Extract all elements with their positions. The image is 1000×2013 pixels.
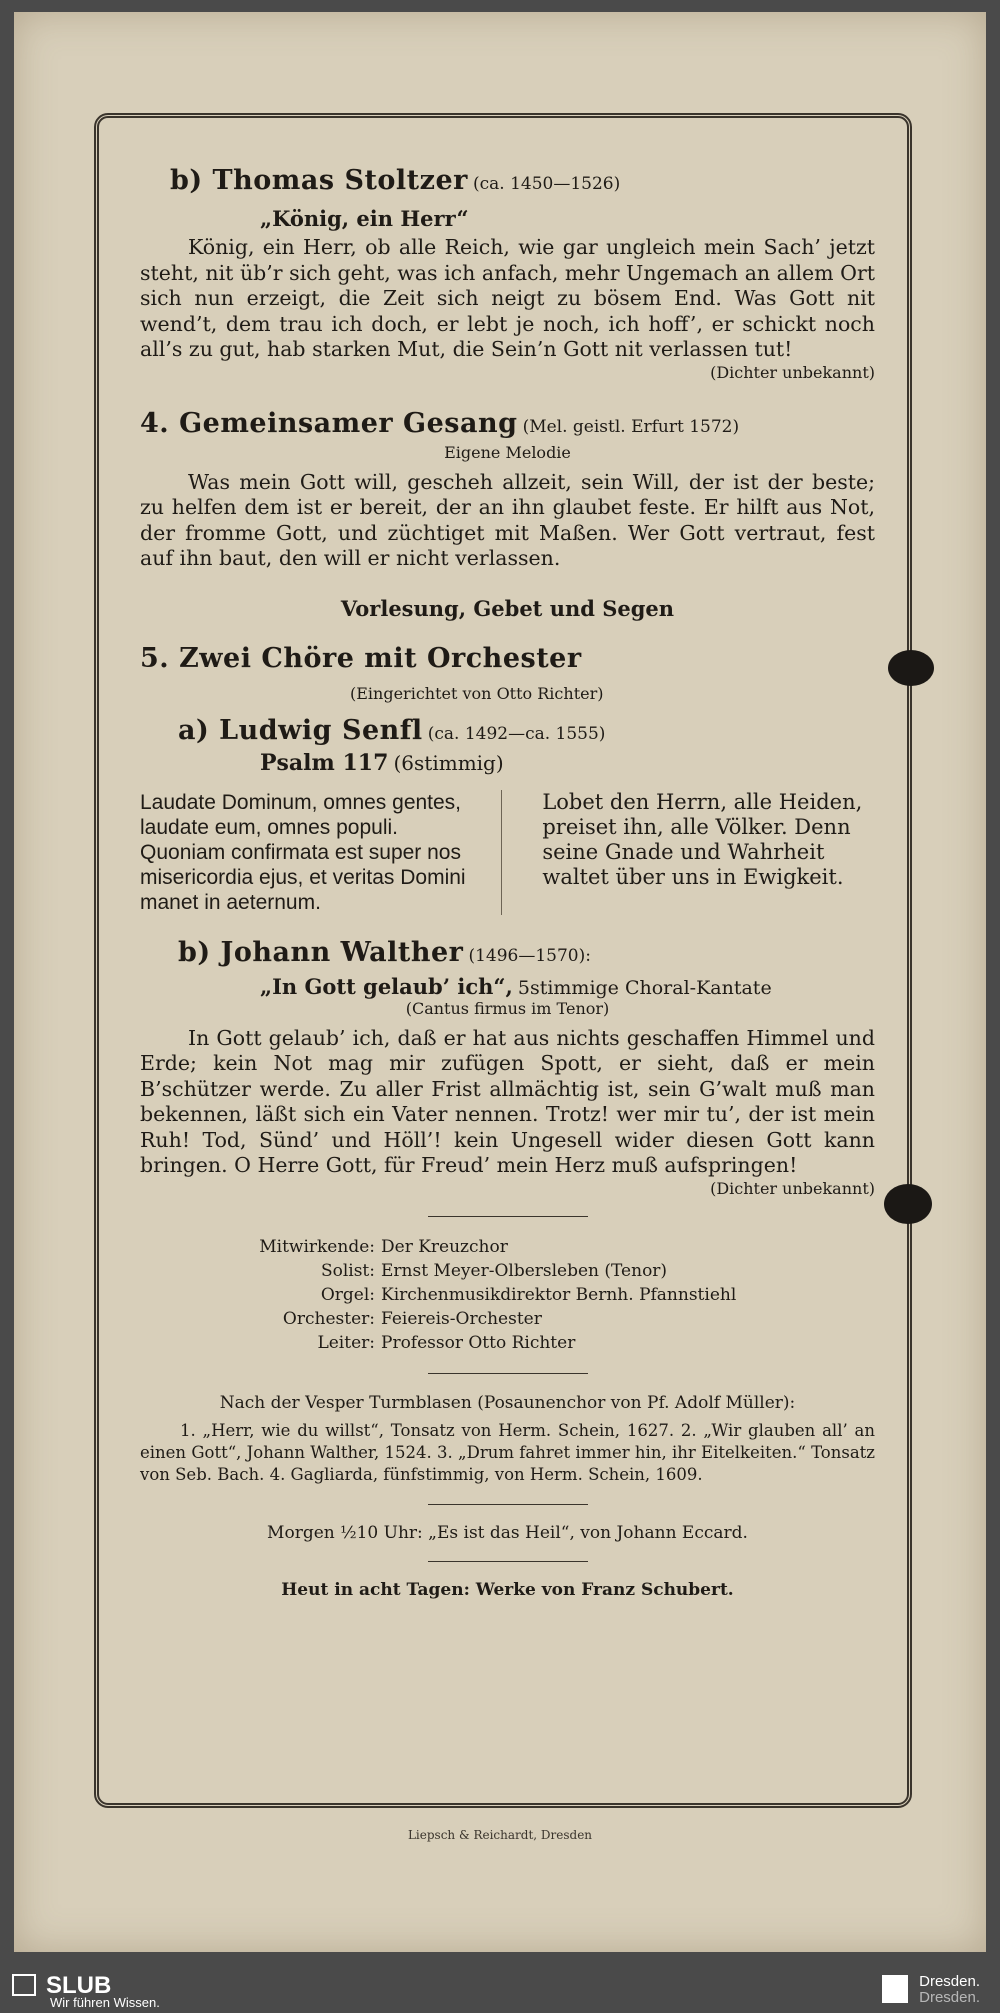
credits-list — [220, 1235, 875, 1355]
credit-name: Kirchenmusikdirektor Bernh. Pfannstiehl — [381, 1284, 737, 1305]
credit-name: Feiereis-Orchester — [381, 1308, 542, 1329]
divider — [428, 1504, 588, 1505]
credit-row — [220, 1235, 875, 1259]
dresden-line-1: Dresden. — [919, 1973, 980, 1990]
section-4-text: Was mein Gott will, gescheh allzeit, sein Will, der ist der beste; zu helfen dem ist er bereit, der an ihn glaubet feste. Er hilft aus Not, der fromme Gott, und züchtiget mit Maßen. Wer Gott vertraut, fest auf ihn baut, den will er nicht verlassen. — [140, 469, 875, 570]
punch-hole-top — [888, 650, 934, 686]
slub-book-icon — [12, 1974, 36, 1996]
stoltzer-dates: (ca. 1450—1526) — [473, 174, 621, 194]
credit-name: Professor Otto Richter — [381, 1332, 576, 1353]
dresden-crest-icon — [882, 1975, 908, 2003]
senfl-psalm-row — [260, 750, 875, 776]
senfl-heading: a) Ludwig Senfl — [178, 714, 423, 746]
credit-role: Mitwirkende: — [259, 1236, 375, 1257]
divider — [428, 1561, 588, 1562]
senfl-voices: (6stimmig) — [393, 750, 504, 775]
credit-role: Solist: — [320, 1260, 375, 1281]
dresden-line-2: Dresden. — [919, 1989, 980, 2006]
credit-role: Leiter: — [317, 1332, 375, 1353]
psalm-latin-column — [140, 790, 502, 915]
credit-row — [220, 1307, 875, 1331]
walther-heading-row — [178, 937, 875, 968]
program-content — [140, 165, 875, 1600]
walther-cantus: (Cantus firmus im Tenor) — [405, 998, 610, 1018]
walther-dates: (1496—1570): — [468, 945, 591, 966]
dresden-logo[interactable] — [919, 1974, 980, 2006]
credit-row — [220, 1259, 875, 1283]
senfl-psalm: Psalm 117 — [260, 749, 389, 776]
walther-title: „In Gott gelaub’ ich“, — [260, 973, 513, 999]
credit-name: Der Kreuzchor — [381, 1236, 508, 1257]
section-5-arranged: (Eingerichtet von Otto Richter) — [350, 683, 604, 703]
footer-bar — [0, 1968, 1000, 2013]
punch-hole-bottom — [884, 1184, 932, 1224]
slub-tagline: Wir führen Wissen. — [50, 1995, 160, 2010]
stoltzer-text: König, ein Herr, ob alle Reich, wie gar ungleich mein Sach’ jetzt steht, nit üb’r sich geht, was ich anfach, mehr Ungemach an allem Ort sich nun erzeigt, die Zeit sich neigt zu bösem End. Was Gott nit wend’t, dem trau ich doch, er lebt je noch, ich hoff’, er schickt noch all’s zu gut, hab starken Mut, die Sein’n Gott nit verlassen tut! — [140, 235, 875, 361]
stoltzer-song-title: „König, ein Herr“ — [260, 206, 469, 231]
section-4-heading: 4. Gemeinsamer Gesang — [140, 407, 518, 439]
credit-role: Orgel: — [320, 1284, 375, 1305]
divider — [428, 1373, 588, 1374]
section-5-heading: 5. Zwei Chöre mit Orchester — [140, 642, 582, 674]
walther-attribution: (Dichter unbekannt) — [710, 1178, 875, 1198]
credit-role: Orchester: — [282, 1308, 375, 1329]
walther-heading: b) Johann Walther — [178, 936, 464, 968]
psalm-two-columns — [140, 790, 875, 915]
after-vesper-heading: Nach der Vesper Turmblasen (Posaunenchor von Pf. Adolf Müller): — [219, 1392, 796, 1413]
section-stoltzer — [170, 165, 875, 196]
senfl-heading-row — [178, 715, 875, 746]
section-4-note: (Mel. geistl. Erfurt 1572) — [522, 416, 740, 437]
walther-title-row — [260, 974, 875, 999]
stoltzer-attribution: (Dichter unbekannt) — [710, 362, 875, 382]
printer-imprint: Liepsch & Reichardt, Dresden — [407, 1828, 593, 1842]
psalm-latin-text: Laudate Dominum, omnes gentes, laudate eum, omnes populi. Quoniam confirmata est super nos misericordia ejus, et veritas Domini manet in aeternum. — [140, 790, 466, 914]
walther-form: 5stimmige Choral-Kantate — [517, 976, 772, 999]
slub-brand[interactable]: SLUB — [46, 1972, 112, 1999]
tomorrow-line: Morgen ½10 Uhr: „Es ist das Heil“, von Johann Eccard. — [267, 1522, 748, 1543]
reading-line: Vorlesung, Gebet und Segen — [340, 595, 675, 621]
section-4-melody: Eigene Melodie — [444, 442, 571, 462]
walther-text: In Gott gelaub’ ich, daß er hat aus nichts geschaffen Himmel und Erde; kein Not mag mir zufügen Spott, er sieht, daß er mein B’schützer werde. Zu aller Frist allmächtig ist, sein G’walt muß man bekennen, läßt sich ein Vater nennen. Trotz! wer mir tu’, der ist mein Ruh! Tod, Sünd’ und Höll’! kein Ungesell wider diesen Gott kann bringen. O Herre Gott, für Freud’ mein Herz muß aufspringen! — [140, 1025, 875, 1177]
divider — [428, 1216, 588, 1217]
credit-row — [220, 1283, 875, 1307]
section-4 — [140, 408, 875, 439]
stoltzer-heading: b) Thomas Stoltzer — [170, 165, 468, 196]
credit-name: Ernst Meyer-Olbersleben (Tenor) — [381, 1260, 668, 1281]
psalm-german-text: Lobet den Herrn, alle Heiden, preiset ihn, alle Völker. Denn seine Gnade und Wahrheit waltet über uns in Ewigkeit. — [542, 789, 863, 889]
senfl-dates: (ca. 1492—ca. 1555) — [427, 723, 606, 744]
after-vesper-text: 1. „Herr, wie du willst“, Tonsatz von Herm. Schein, 1627. 2. „Wir glauben all’ an einen Gott“, Johann Walther, 1524. 3. „Drum fahret immer hin, ihr Eitelkeiten.“ Tonsatz von Seb. Bach. 4. Gagliarda, fünfstimmig, von Herm. Schein, 1609. — [140, 1420, 875, 1484]
credit-row — [220, 1331, 875, 1355]
psalm-german-column — [502, 790, 875, 915]
next-week-line: Heut in acht Tagen: Werke von Franz Schubert. — [281, 1579, 734, 1600]
